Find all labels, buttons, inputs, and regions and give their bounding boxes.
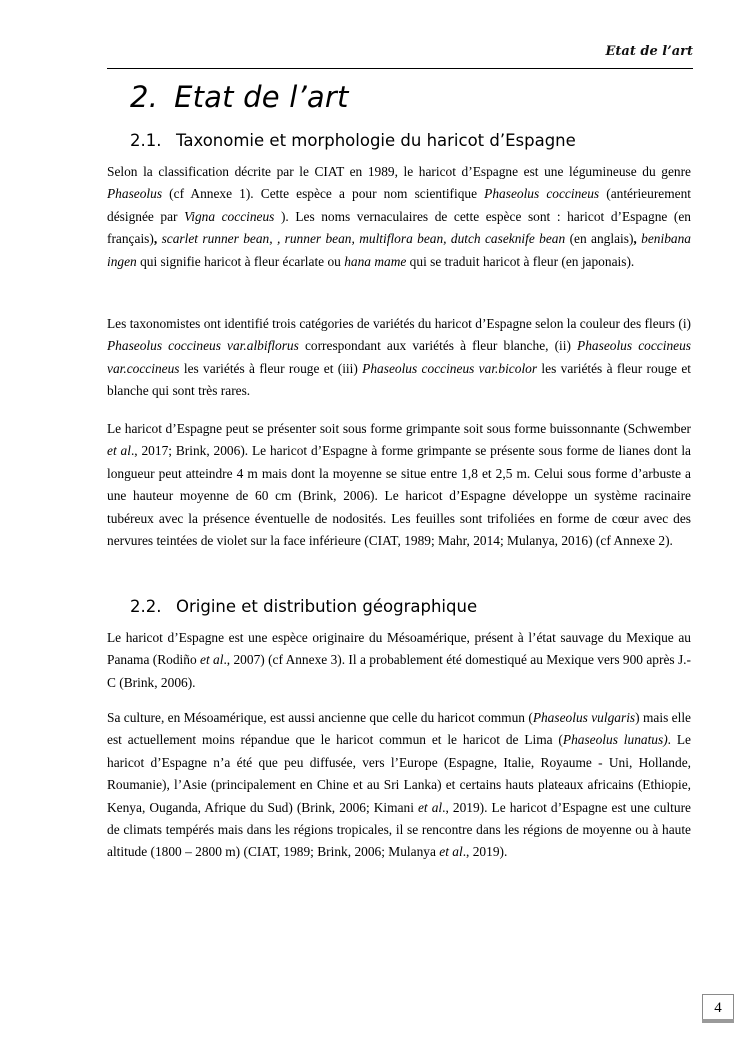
italic-run: et al (417, 799, 443, 815)
text-run: ., 2019). Le haricot d’Espagne est une culture de climats tempérés mais dans les régions tropicales, il se rencontre dans les régions de moyenne ou à haute altitude (1800 – 2800 m) (CIAT, 1989; Brink, 2006; Mulanya (107, 799, 691, 860)
text-run: qui signifie haricot à fleur écarlate ou (136, 253, 345, 269)
italic-run: et al (107, 443, 131, 459)
bold-run: , (153, 231, 158, 247)
text-run: (en anglais) (565, 231, 634, 247)
text-run: Sa culture, en Mésoamérique, est aussi ancienne que celle du haricot commun ( (107, 710, 533, 725)
chapter-number: 2. (130, 80, 159, 114)
text-run: correspondant aux variétés à fleur blanche, (ii) (298, 338, 578, 354)
italic-run: et al (200, 652, 224, 668)
text-run: ., 2019). (462, 844, 508, 860)
paragraph (107, 627, 691, 694)
italic-run: Phaseolus (107, 186, 163, 202)
paragraph (107, 313, 691, 403)
italic-run: hana mame (344, 253, 407, 269)
text-run: ) mais elle est actuellement moins répandue que le haricot commun et le haricot de Lima ( (107, 710, 691, 748)
italic-run: benibana ingen (107, 231, 691, 269)
header-rule (107, 68, 693, 69)
section-title-text: Taxonomie et morphologie du haricot d’Espagne (176, 131, 576, 150)
italic-run: scarlet runner bean, , runner bean, multiflora bean, dutch caseknife bean (161, 231, 566, 247)
text-run: . Le haricot d’Espagne n’a été que peu diffusée, vers l’Europe (Espagne, Italie, Royaume - Uni, Hollande, Roumanie), l’Asie (principalement en Chine et au Sri Lanka) et certains hauts plateaux africains (Ethiopie, Kenya, Ouganda, Afrique du Sud) (Brink, 2006; Kimani (107, 732, 691, 815)
chapter-title-text: Etat de l’art (174, 80, 349, 114)
text-run: (cf Annexe 1). Cette espèce a pour nom scientifique (162, 186, 485, 202)
italic-run: Phaseolus coccineus var.bicolor (362, 360, 538, 376)
text-run: ., 2017; Brink, 2006). Le haricot d’Espagne à forme grimpante se présente sous forme de lianes dont la longueur peut atteindre 4 m mais dont la moyenne se situe entre 1,8 et 2,5 m. Celui sous forme d’arbuste a une hauteur moyenne de 60 cm (Brink, 2006). Le haricot d’Espagne développe un système racinaire tubéreux avec la présence éventuelle de nodosités. Les feuilles sont trifoliées en forme de cœur avec des nervures teintées de violet sur la face inférieure (CIAT, 1989; Mahr, 2014; Mulanya, 2016) (cf Annexe 2). (107, 443, 691, 549)
text-run: ). Les noms vernaculaires de cette espèce sont : haricot d’Espagne (en français) (107, 208, 691, 247)
italic-run: et al (439, 844, 463, 860)
italic-run: Phaseolus lunatus) (562, 732, 668, 748)
text-run: les variétés à fleur rouge et (iii) (179, 360, 363, 376)
text-run: Le haricot d’Espagne peut se présenter soit sous forme grimpante soit sous forme buissonnante (Schwember (107, 421, 691, 436)
text-run: Le haricot d’Espagne est une espèce originaire du Mésoamérique, présent à l’état sauvage du Mexique au Panama (Rodiño (107, 630, 691, 668)
bold-run: , (633, 231, 637, 247)
italic-run: Phaseolus coccineus var.coccineus (107, 338, 691, 376)
section-title-text: Origine et distribution géographique (176, 597, 478, 616)
paragraph (107, 418, 691, 552)
section-number: 2.2. (130, 597, 162, 616)
italic-run: Phaseolus vulgaris (532, 710, 636, 725)
section-heading-2-2 (130, 597, 477, 616)
italic-run: Phaseolus coccineus (484, 186, 600, 202)
text-run: ., 2007) (cf Annexe 3). Il a probablement été domestiqué au Mexique vers 900 après J.-C (Brink, 2006). (107, 652, 691, 690)
section-heading-2-1 (130, 131, 576, 150)
paragraph (107, 161, 691, 273)
section-number: 2.1. (130, 131, 162, 150)
page-number: 4 (702, 994, 734, 1020)
text-run: Selon la classification décrite par le CIAT en 1989, le haricot d’Espagne est une légumineuse du genre (107, 164, 691, 179)
running-header: Etat de l’art (605, 44, 693, 59)
text-run: les variétés à fleur rouge et blanche qui sont très rares. (107, 360, 691, 399)
page-number-bar (702, 1019, 734, 1023)
text-run: (antérieurement désignée par (107, 186, 691, 224)
text-run: Les taxonomistes ont identifié trois catégories de variétés du haricot d’Espagne selon la couleur des fleurs (i) (107, 316, 691, 331)
paragraph (107, 707, 691, 864)
chapter-title (130, 80, 349, 114)
italic-run: Vigna coccineus (184, 208, 275, 224)
text-run: qui se traduit haricot à fleur (en japonais). (406, 253, 635, 269)
italic-run: Phaseolus coccineus var.albiflorus (107, 338, 299, 354)
